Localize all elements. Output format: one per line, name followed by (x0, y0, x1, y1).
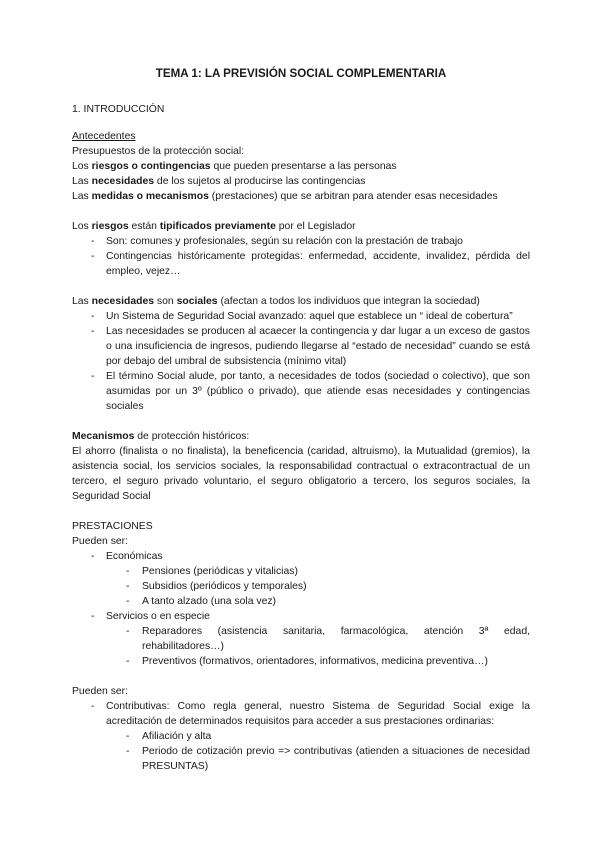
necesidades-list (72, 309, 530, 414)
list-item: - Son: comunes y profesionales, según su relación con la prestación de trabajo (72, 234, 530, 249)
sublist-item: - Periodo de cotización previo => contributivas (atienden a situaciones de necesidad PRESUNTAS) (106, 744, 530, 774)
sublist-item: - Preventivos (formativos, orientadores, informativos, medicina preventiva…) (106, 654, 530, 669)
list-item: - El término Social alude, por tanto, a necesidades de todos (sociedad o colectivo), que son asumidas por un 3º (público o privado), que atiende esas necesidades y contingencias sociales (72, 369, 530, 414)
contributivas-list (72, 699, 530, 774)
list-item (72, 609, 530, 669)
prestaciones-pueden-2: Pueden ser: (72, 686, 129, 697)
antecedentes-line-2: Las necesidades de los sujetos al producirse las contingencias (72, 176, 366, 187)
sublist-item: - Afiliación y alta (106, 729, 530, 744)
list-item (72, 699, 530, 774)
servicios-sublist (106, 624, 530, 669)
mecanismos-heading: Mecanismos de protección históricos: (72, 431, 250, 442)
list-item (72, 549, 530, 609)
list-item: - Un Sistema de Seguridad Social avanzado: aquel que establece un “ ideal de cobertura” (72, 309, 530, 324)
sublist-item: - Reparadores (asistencia sanitaria, farmacológica, atención 3ª edad, rehabilitadores…) (106, 624, 530, 654)
prestaciones-pueden: Pueden ser: (72, 536, 129, 547)
sublist-item: - A tanto alzado (una sola vez) (106, 594, 530, 609)
prestaciones-heading: PRESTACIONES (72, 521, 153, 532)
document-page (72, 66, 530, 774)
antecedentes-line-3: Las medidas o mecanismos (prestaciones) que se arbitran para atender esas necesidades (72, 191, 498, 202)
antecedentes-line-1: Los riesgos o contingencias que pueden presentarse a las personas (72, 161, 397, 172)
contributivas-sublist (106, 729, 530, 774)
economicas-sublist (106, 564, 530, 609)
antecedentes-heading: Antecedentes (72, 131, 136, 142)
riesgos-intro: Los riesgos están tipificados previamente por el Legislador (72, 221, 356, 232)
prestaciones-list (72, 549, 530, 669)
contributivas-text: Contributivas: Como regla general, nuestro Sistema de Seguridad Social exige la acreditación de determinados requisitos para acceder a sus prestaciones ordinarias: (106, 701, 530, 727)
servicios-label: Servicios o en especie (106, 611, 210, 622)
mecanismos-text: El ahorro (finalista o no finalista), la beneficencia (caridad, altruismo), la Mutualidad (gremios), la asistencia social, los servicios sociales, la responsabilidad contractual o extracontractual de un tercero, el seguro privado voluntario, el seguro obligatorio a tercero, los seguros sociales, la Seguridad Social (72, 446, 530, 502)
list-item: - Contingencias históricamente protegidas: enfermedad, accidente, invalidez, pérdida del empleo, vejez… (72, 249, 530, 279)
sublist-item: - Pensiones (periódicas y vitalicias) (106, 564, 530, 579)
antecedentes-intro: Presupuestos de la protección social: (72, 146, 245, 157)
riesgos-list (72, 234, 530, 279)
list-item: - Las necesidades se producen al acaecer la contingencia y dar lugar a un exceso de gastos o una insuficiencia de ingresos, pudiendo llegarse al “estado de necesidad” cuando se está por debajo del umbral de subsistencia (mínimo vital) (72, 324, 530, 369)
sublist-item: - Subsidios (periódicos y temporales) (106, 579, 530, 594)
economicas-label: Económicas (106, 551, 163, 562)
section-heading: 1. INTRODUCCIÓN (72, 104, 165, 115)
page-title: TEMA 1: LA PREVISIÓN SOCIAL COMPLEMENTARIA (155, 67, 447, 80)
necesidades-intro: Las necesidades son sociales (afectan a todos los individuos que integran la sociedad) (72, 296, 480, 307)
